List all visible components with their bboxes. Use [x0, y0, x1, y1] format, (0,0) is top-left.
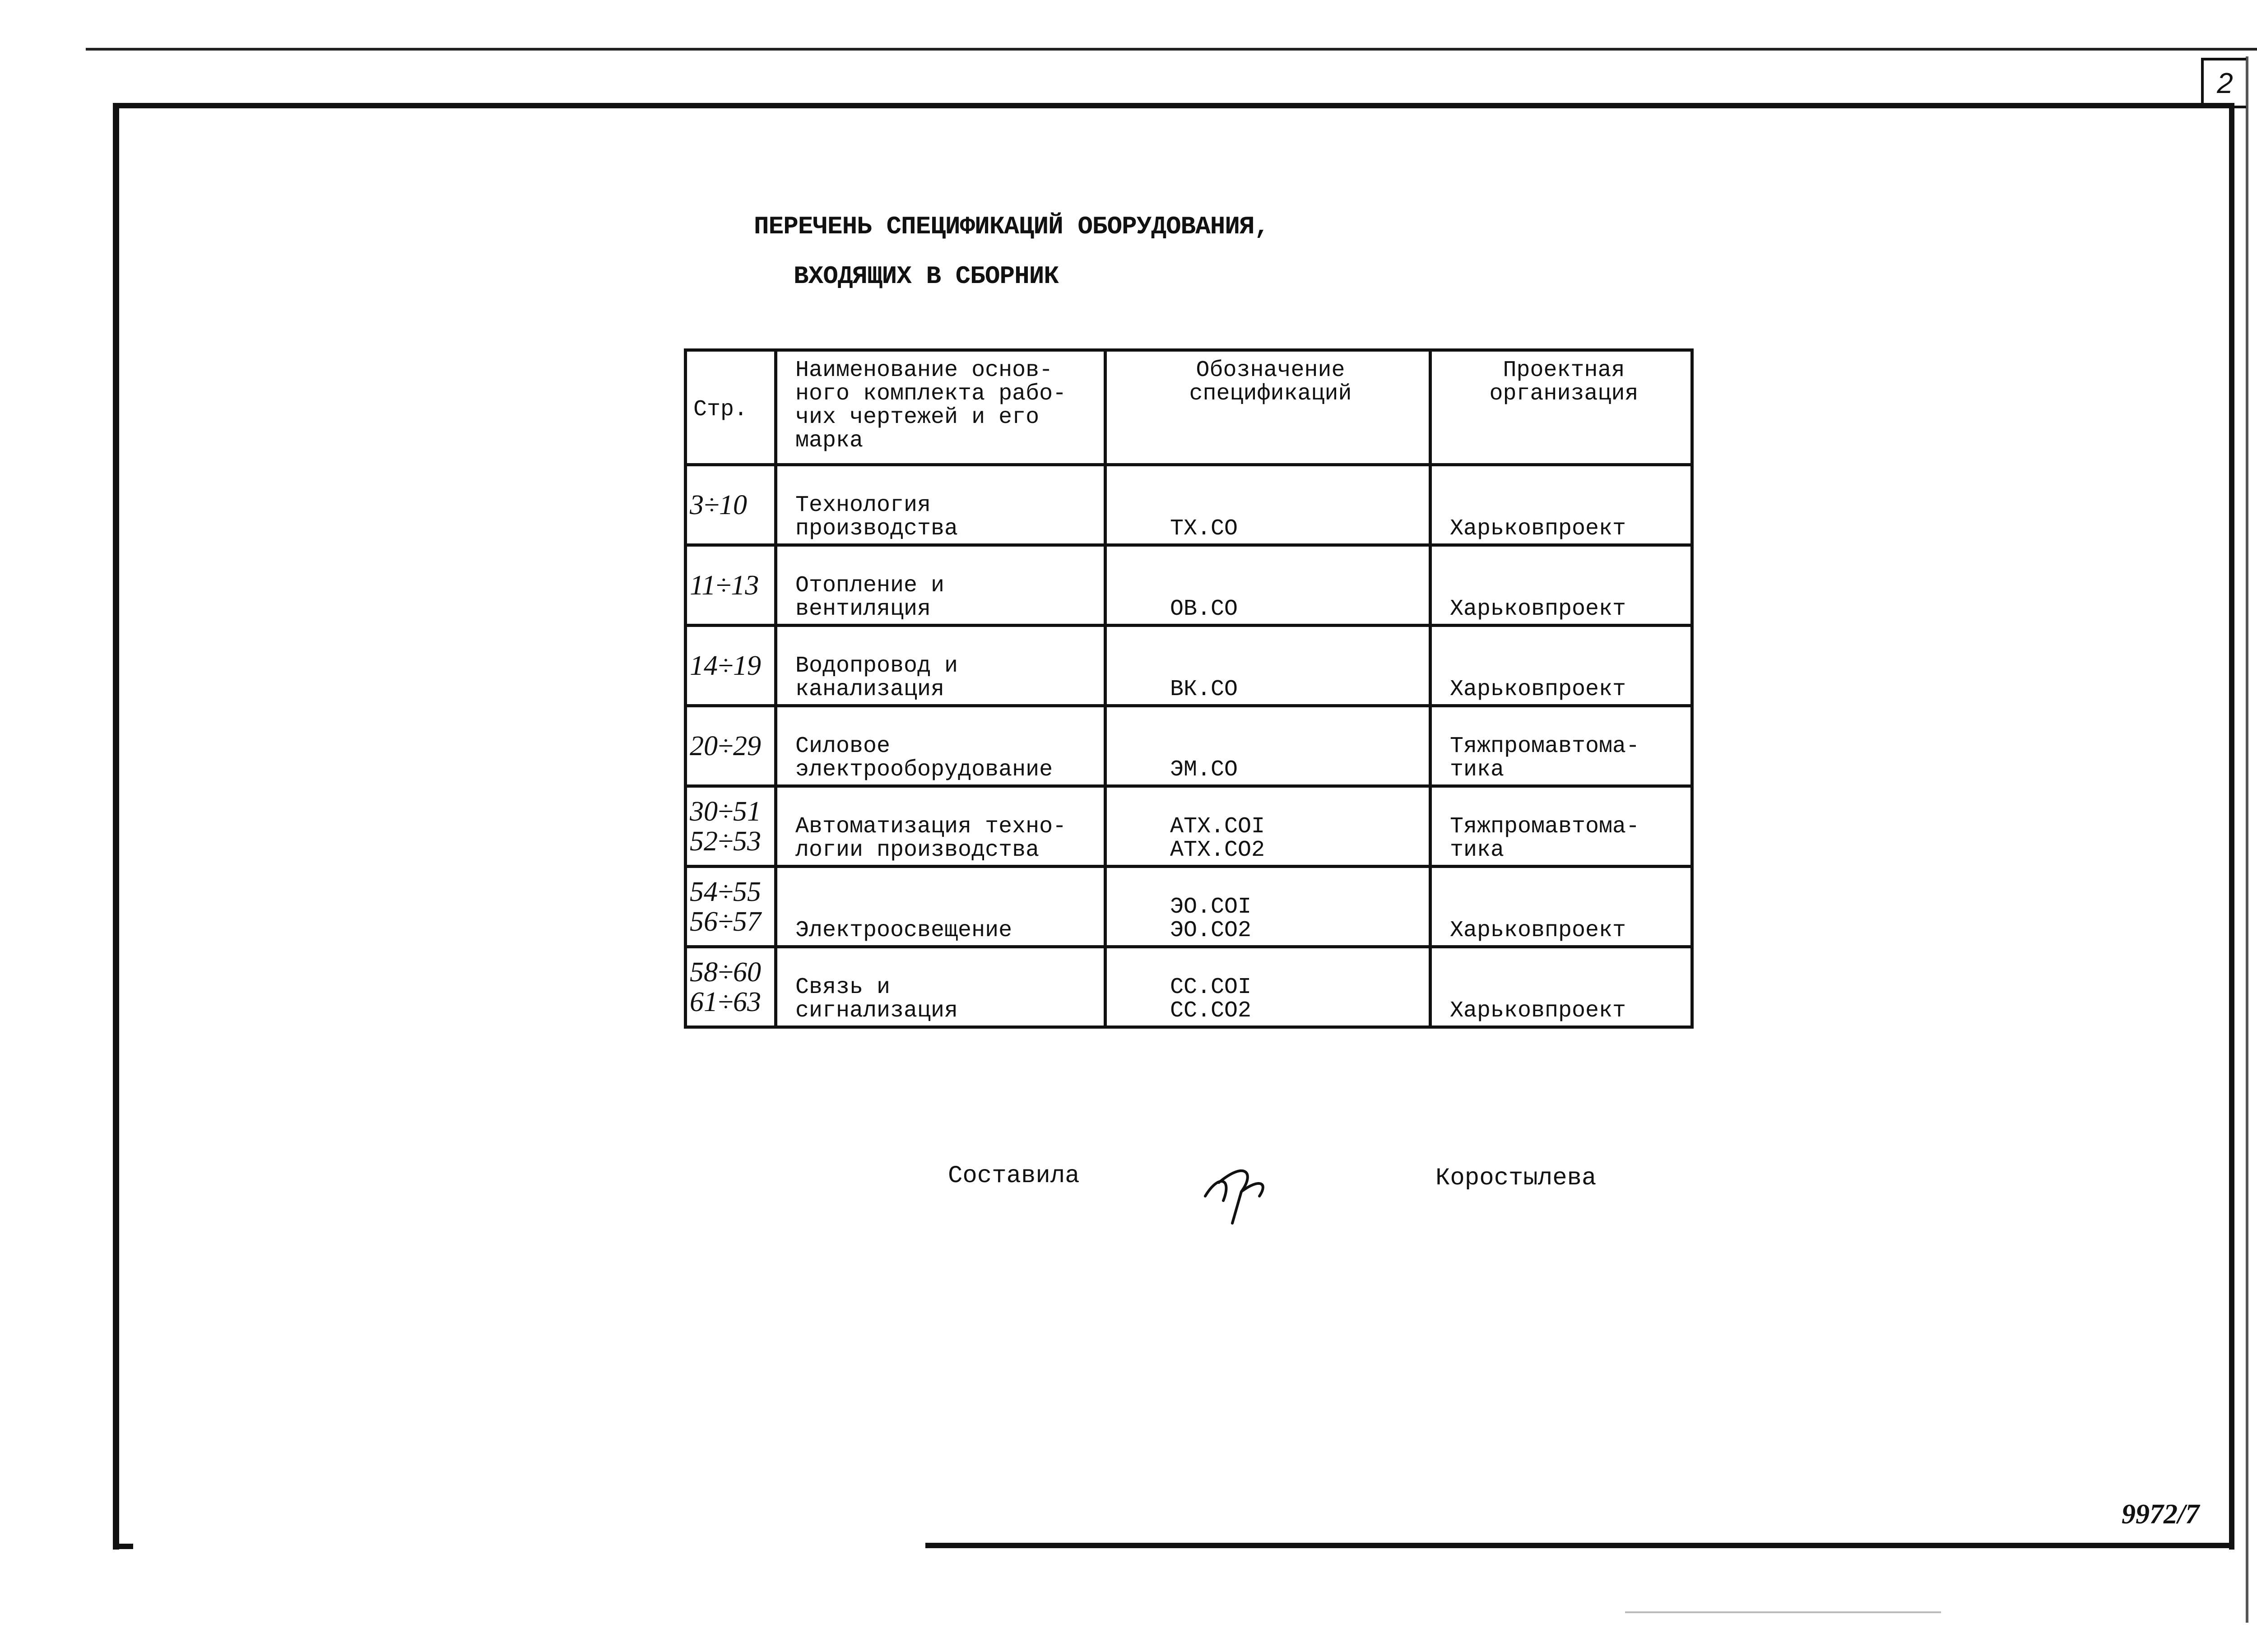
table-row: [686, 867, 1692, 947]
row-code: СС.СОI СС.СО2: [1105, 947, 1430, 1027]
header-name: Наименование основ- ного комплекта рабо- чих чертежей и его марка: [776, 350, 1105, 465]
row-org: Тяжпромавтома- тика: [1430, 706, 1692, 786]
signature: [1192, 1146, 1282, 1228]
row-org: Харьковпроект: [1430, 867, 1692, 947]
row-pages: 54÷55 56÷57: [686, 867, 776, 947]
row-code: АТХ.СОI АТХ.СО2: [1105, 786, 1430, 867]
row-name: Электроосвещение: [776, 867, 1105, 947]
row-name: Силовое электрооборудование: [776, 706, 1105, 786]
document-number: 9972/7: [2122, 1499, 2200, 1530]
table-row: [686, 626, 1692, 706]
row-pages: 58÷60 61÷63: [686, 947, 776, 1027]
table-row: [686, 706, 1692, 786]
row-code: ЭО.СОI ЭО.СО2: [1105, 867, 1430, 947]
header-org: Проектная организация: [1430, 350, 1692, 465]
compiler-name: Коростылева: [1435, 1165, 1597, 1192]
row-pages: 14÷19: [686, 626, 776, 706]
header-code: Обозначение спецификаций: [1105, 350, 1430, 465]
table-row: [686, 545, 1692, 626]
scan-artifact: [1625, 1611, 1941, 1613]
row-name: Технология производства: [776, 465, 1105, 545]
page-number: 2: [2201, 58, 2246, 108]
compiled-by-label: Составила: [948, 1162, 1080, 1190]
row-code: ЭМ.СО: [1105, 706, 1430, 786]
sheet-top-line: [86, 48, 2257, 51]
row-pages: 3÷10: [686, 465, 776, 545]
document-title-line2: ВХОДЯЩИХ В СБОРНИК: [794, 262, 1059, 291]
frame-bottom-line: [925, 1543, 2234, 1548]
header-page: Стр.: [686, 350, 776, 465]
table-row: [686, 465, 1692, 545]
row-org: Тяжпромавтома- тика: [1430, 786, 1692, 867]
row-org: Харьковпроект: [1430, 545, 1692, 626]
row-pages: 11÷13: [686, 545, 776, 626]
row-code: ВК.СО: [1105, 626, 1430, 706]
specifications-table: [684, 348, 1694, 1029]
table-row: [686, 947, 1692, 1027]
sheet-edge: [2246, 56, 2248, 1623]
table-header-row: [686, 350, 1692, 465]
row-name: Водопровод и канализация: [776, 626, 1105, 706]
document-title-line1: ПЕРЕЧЕНЬ СПЕЦИФИКАЦИЙ ОБОРУДОВАНИЯ,: [754, 212, 1269, 241]
table-row: [686, 786, 1692, 867]
frame-foot-mark: [113, 1544, 133, 1549]
row-name: Связь и сигнализация: [776, 947, 1105, 1027]
row-org: Харьковпроект: [1430, 465, 1692, 545]
row-name: Отопление и вентиляция: [776, 545, 1105, 626]
row-pages: 30÷51 52÷53: [686, 786, 776, 867]
row-name: Автоматизация техно- логии производства: [776, 786, 1105, 867]
row-pages: 20÷29: [686, 706, 776, 786]
row-org: Харьковпроект: [1430, 626, 1692, 706]
row-code: ТХ.СО: [1105, 465, 1430, 545]
row-code: ОВ.СО: [1105, 545, 1430, 626]
row-org: Харьковпроект: [1430, 947, 1692, 1027]
